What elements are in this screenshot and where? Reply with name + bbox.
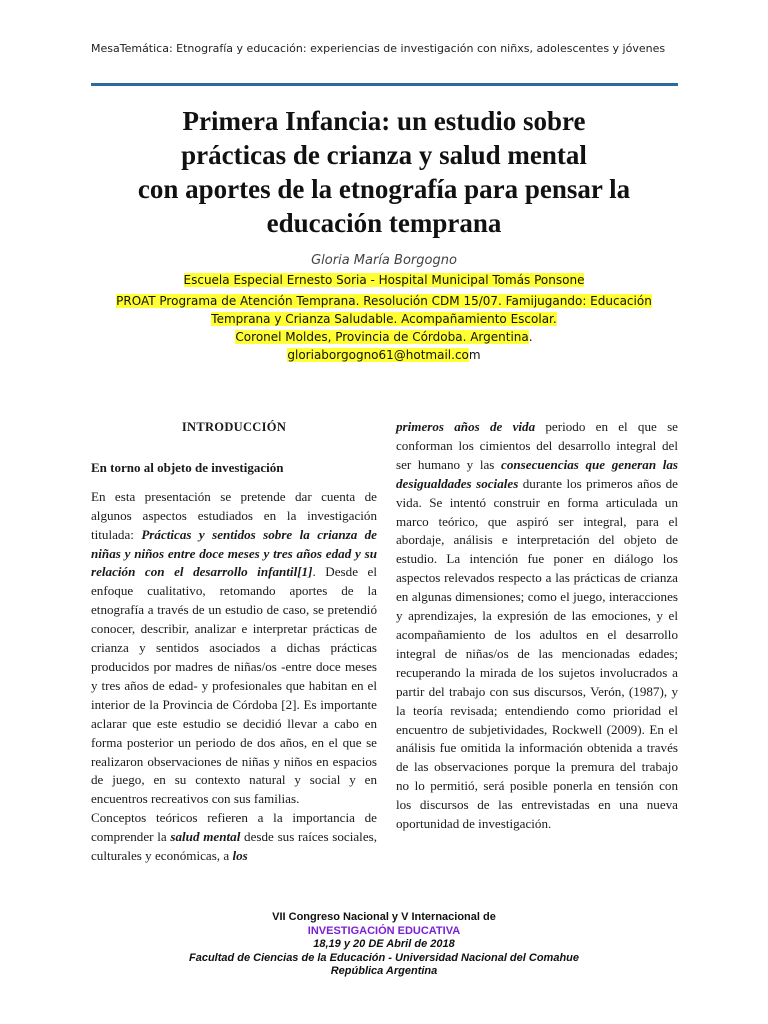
p2-emphasis-los: los	[232, 848, 248, 864]
title-line-2: prácticas de crianza y salud mental	[181, 140, 587, 170]
research-title: Prácticas y sentidos sobre la crianza de niñas y niños entre doce meses y tres años edad y su relación con el desarrollo infantil[1]	[91, 526, 377, 580]
running-header	[91, 41, 681, 56]
email-link[interactable]: gloriaborgogno61@hotmail.co	[287, 348, 469, 362]
p2-emphasis-salud: salud mental	[170, 829, 241, 845]
affiliation-program: PROAT Programa de Atención Temprana. Resolución CDM 15/07. Famijugando: Educación	[116, 294, 652, 308]
p2-text-c: desde sus raíces sociales, culturales y económicas, a	[91, 829, 377, 864]
paper-title	[60, 104, 708, 240]
p1-text-c: . Desde el enfoque cualitativo, retomando aportes de la etnografía a través de un estudio de caso, se pretendió conocer, describir, analizar e interpretar prácticas de crianza y sentidos asociados a dichas prácticas producidos por madres de niñas/os -entre doce meses y tres años de edad- y profesionales que habitan en el interior de la Provincia de Córdoba [2]. Es importante aclarar que este estudio se decidió llevar a cabo en forma posterior un periodo de dos años, en el que se realizaron observaciones de niñas y niños en espacios de juego, en su contexto natural y social y en encuentros recreativos con sus familias.	[91, 564, 377, 807]
r-emphasis-consecuencias: consecuencias que generan las desigualdades sociales	[396, 456, 678, 491]
author-name: Gloria María Borgogno	[311, 253, 457, 268]
running-title: MesaTemática: Etnografía y educación: experiencias de investigación con niñxs, adolescentes y jóvenes	[91, 42, 666, 55]
intro-paragraph-2	[91, 809, 377, 866]
title-line-4: educación temprana	[266, 208, 502, 238]
title-line-1: Primera Infancia: un estudio sobre	[182, 106, 586, 136]
affiliation-school: Escuela Especial Ernesto Soria - Hospital Municipal Tomás Ponsone	[183, 273, 585, 287]
affiliation-line-3	[84, 310, 684, 328]
footer-dates: 18,19 y 20 DE Abril de 2018	[313, 938, 455, 950]
r-text-b: periodo en el que se conforman los cimientos del desarrollo integral del ser humano y las	[396, 419, 678, 472]
affiliation-program-cont: Temprana y Crianza Saludable. Acompañamiento Escolar.	[211, 312, 557, 326]
right-column	[396, 418, 678, 834]
email-tail: m	[468, 348, 481, 362]
affiliation-location-tail: .	[528, 330, 533, 344]
affiliation-line-2	[84, 292, 684, 310]
title-line-3: con aportes de la etnografía para pensar la	[137, 174, 631, 204]
footer-country: República Argentina	[330, 965, 438, 977]
p1-text-a: En esta presentación se pretende dar cuenta de algunos aspectos estudiados en la investigación titulada:	[91, 488, 377, 542]
r-text-d: durante los primeros años de vida. Se intentó construir en forma articulada un marco teórico, que aspiró ser integral, para el abordaje, análisis e interpretación del objeto de estudio. La intención fue poner en diálogo los aspectos relevados respecto a las prácticas de crianza en algunas dimensiones; como el juego, interacciones y aprendizajes, la expresión de las emociones, y el acompañamiento de los adultos en el desarrollo integral de niñas/os de las mencionadas edades; recuperando la mirada de los sujetos involucrados a partir del trabajo con sus discursos, Verón, (1987), y la teoría revisada; entendiendo como prioridad el encuentro de subjetividades, Rockwell (2009). En el análisis fue omitida la información obtenida a través de las observaciones porque la premura del trabajo no lo permitió, será posible ponerla en tensión con los discursos de las entrevistadas en una nueva oportunidad de investigación.	[396, 475, 678, 832]
subsection-heading: En torno al objeto de investigación	[91, 459, 284, 475]
section-heading: INTRODUCCIÓN	[181, 420, 287, 434]
footer-congress: VII Congreso Nacional y V Internacional de	[272, 911, 496, 923]
left-column	[91, 418, 377, 866]
right-paragraph	[396, 418, 678, 834]
intro-paragraph-1	[91, 488, 377, 809]
footer-institution: Facultad de Ciencias de la Educación - Universidad Nacional del Comahue	[189, 951, 579, 964]
conference-footer	[0, 911, 768, 979]
r-emphasis-primeros: primeros años de vida	[396, 419, 536, 434]
affiliation-email	[84, 346, 684, 364]
affiliation-location: Coronel Moldes, Provincia de Córdoba. Argentina	[235, 330, 529, 344]
affiliation-line-4	[84, 328, 684, 346]
footer-event-name: INVESTIGACIÓN EDUCATIVA	[307, 924, 461, 937]
affiliation-line-1	[84, 271, 684, 289]
p2-text-a: Conceptos teóricos refieren a la importancia de comprender la	[91, 810, 377, 845]
header-rule	[91, 83, 678, 86]
